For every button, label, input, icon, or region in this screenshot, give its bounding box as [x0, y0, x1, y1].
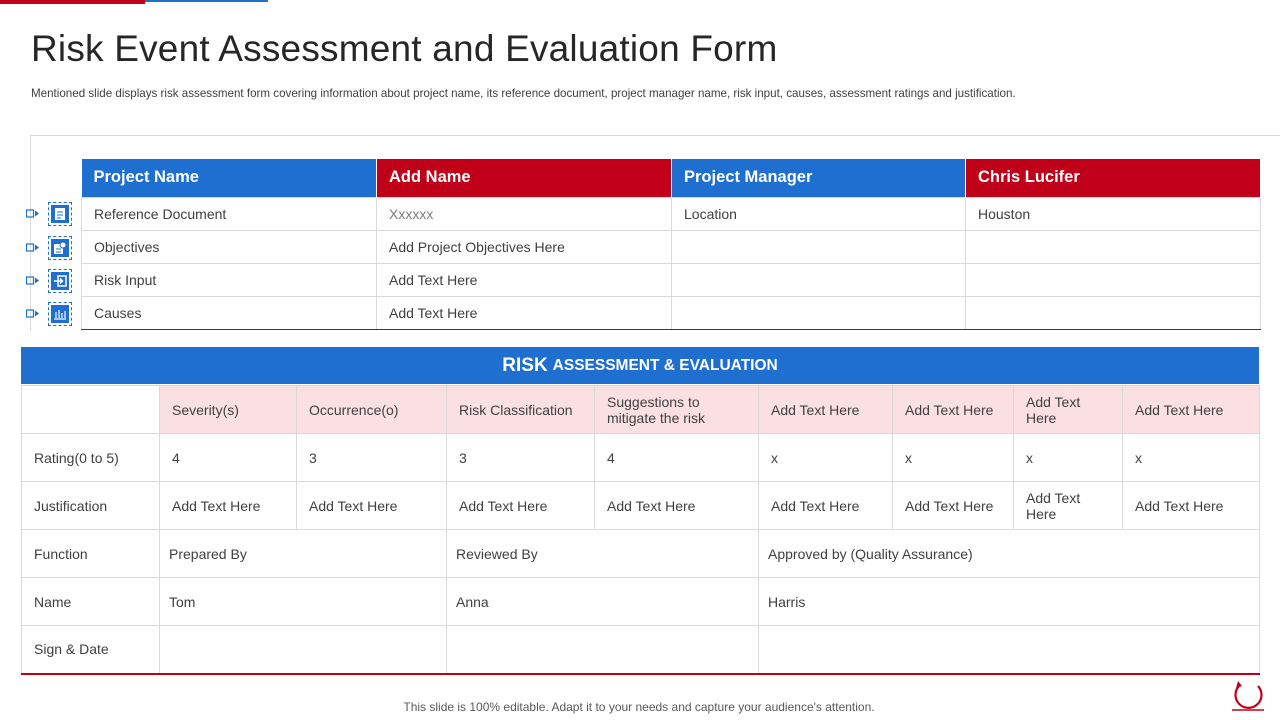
row-label: Rating(0 to 5) [22, 434, 160, 482]
rating-cell[interactable]: 3 [297, 434, 447, 482]
empty-cell[interactable] [966, 296, 1261, 329]
connector-icon [26, 276, 40, 286]
connector-icon [26, 309, 40, 319]
reference-document-value[interactable]: Xxxxxx [377, 197, 672, 230]
column-header: Severity(s) [160, 386, 297, 434]
justification-cell[interactable]: Add Text Here [893, 482, 1014, 530]
reviewed-by-signature[interactable] [447, 626, 759, 674]
reviewed-by-label: Reviewed By [447, 530, 759, 578]
prepared-by-name[interactable]: Tom [160, 578, 447, 626]
assessment-header-row [22, 386, 1260, 434]
project-table-header [82, 159, 1261, 197]
footer-note: This slide is 100% editable. Adapt it to your needs and capture your audience's attention. [403, 700, 875, 714]
rating-cell[interactable]: 3 [447, 434, 595, 482]
causes-chart-icon-marker [26, 302, 74, 326]
approved-by-label: Approved by (Quality Assurance) [759, 530, 1260, 578]
location-value[interactable]: Houston [966, 197, 1261, 230]
project-info-table [81, 159, 1261, 330]
top-accent-red [0, 0, 145, 4]
input-arrow-icon [53, 274, 67, 288]
row-label: Sign & Date [22, 626, 160, 674]
banner-title-main: RISK [502, 354, 548, 376]
column-header[interactable]: Add Text Here [893, 386, 1014, 434]
empty-corner-cell [22, 386, 160, 434]
connector-icon [26, 243, 40, 253]
column-header: Occurrence(o) [297, 386, 447, 434]
objectives-value[interactable]: Add Project Objectives Here [377, 230, 672, 263]
row-label: Name [22, 578, 160, 626]
table-row [82, 230, 1261, 263]
empty-cell[interactable] [966, 230, 1261, 263]
row-label: Risk Input [82, 263, 377, 296]
frame-divider [30, 135, 1280, 136]
rating-cell[interactable]: x [1123, 434, 1260, 482]
justification-cell[interactable]: Add Text Here [297, 482, 447, 530]
justification-cell[interactable]: Add Text Here [160, 482, 297, 530]
header-manager-name[interactable]: Chris Lucifer [966, 159, 1261, 197]
row-label: Reference Document [82, 197, 377, 230]
risk-input-value[interactable]: Add Text Here [377, 263, 672, 296]
column-header[interactable]: Add Text Here [759, 386, 893, 434]
row-label: Justification [22, 482, 160, 530]
banner-title-rest: ASSESSMENT & EVALUATION [552, 356, 778, 374]
header-project-manager: Project Manager [672, 159, 966, 197]
rating-row [22, 434, 1260, 482]
top-accent-blue [145, 0, 268, 2]
table-row [82, 263, 1261, 296]
column-header[interactable]: Add Text Here [1014, 386, 1123, 434]
reviewed-by-name[interactable]: Anna [447, 578, 759, 626]
input-arrow-icon-marker [26, 269, 74, 293]
table-row [82, 296, 1261, 329]
approved-by-signature[interactable] [759, 626, 1260, 674]
objectives-icon [53, 241, 67, 255]
column-header: Risk Classification [447, 386, 595, 434]
connector-icon [26, 209, 40, 219]
row-label: Causes [82, 296, 377, 329]
column-header: Suggestions to mitigate the risk [595, 386, 759, 434]
prepared-by-signature[interactable] [160, 626, 447, 674]
function-row [22, 530, 1260, 578]
assessment-table [21, 385, 1260, 675]
rating-cell[interactable]: x [893, 434, 1014, 482]
empty-cell[interactable] [966, 263, 1261, 296]
approved-by-name[interactable]: Harris [759, 578, 1260, 626]
row-label: Function [22, 530, 160, 578]
column-header[interactable]: Add Text Here [1123, 386, 1260, 434]
row-label: Objectives [82, 230, 377, 263]
justification-cell[interactable]: Add Text Here [1123, 482, 1260, 530]
rating-cell[interactable]: x [759, 434, 893, 482]
prepared-by-label: Prepared By [160, 530, 447, 578]
causes-value[interactable]: Add Text Here [377, 296, 672, 329]
justification-cell[interactable]: Add Text Here [595, 482, 759, 530]
rating-cell[interactable]: 4 [160, 434, 297, 482]
document-icon [54, 207, 66, 221]
document-icon-marker [26, 202, 74, 226]
table-row [82, 197, 1261, 230]
empty-cell[interactable] [672, 263, 966, 296]
assessment-banner [21, 347, 1259, 384]
sign-date-row [22, 626, 1260, 674]
page-title: Risk Event Assessment and Evaluation Form [31, 28, 778, 69]
name-row [22, 578, 1260, 626]
page-subtitle: Mentioned slide displays risk assessment form covering information about project name, its reference document, project manager name, risk input, causes, assessment ratings and justification. [31, 87, 1016, 100]
justification-row [22, 482, 1260, 530]
rating-cell[interactable]: x [1014, 434, 1123, 482]
header-add-name[interactable]: Add Name [377, 159, 672, 197]
empty-cell[interactable] [672, 230, 966, 263]
causes-chart-icon [53, 307, 67, 321]
location-label: Location [672, 197, 966, 230]
objectives-icon-marker [26, 236, 74, 260]
empty-cell[interactable] [672, 296, 966, 329]
justification-cell[interactable]: Add Text Here [447, 482, 595, 530]
header-project-name: Project Name [82, 159, 377, 197]
justification-cell[interactable]: Add Text Here [759, 482, 893, 530]
justification-cell[interactable]: Add Text Here [1014, 482, 1123, 530]
brand-logo-icon [1228, 676, 1268, 716]
rating-cell[interactable]: 4 [595, 434, 759, 482]
